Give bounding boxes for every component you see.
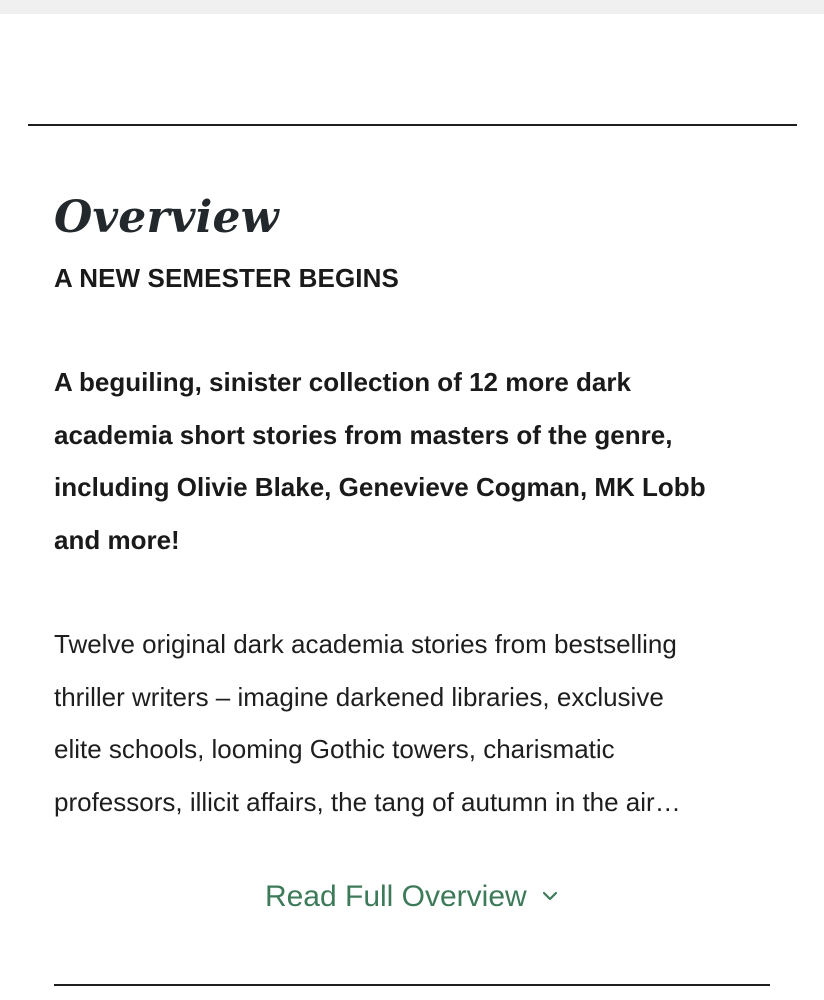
overview-section [54, 186, 774, 828]
top-bar-edge [0, 0, 824, 14]
lead-line: academia short stories from masters of the genre, [54, 419, 673, 450]
overview-lead-paragraph [54, 356, 774, 566]
chevron-down-icon [541, 887, 559, 905]
lead-line: and more! [54, 524, 180, 555]
read-full-overview-label: Read Full Overview [264, 880, 527, 913]
lead-line: including Olivie Blake, Genevieve Cogman, MK Lobb [54, 472, 706, 502]
overview-body-paragraph [54, 618, 774, 828]
overview-title: Overview [54, 192, 279, 243]
section-divider-bottom [54, 984, 770, 986]
section-divider-top [28, 124, 797, 126]
lead-line: A beguiling, sinister collection of 12 more dark [54, 367, 631, 397]
read-full-overview-link[interactable] [0, 876, 824, 918]
body-line: elite schools, looming Gothic towers, charismatic [54, 734, 615, 764]
body-line: professors, illicit affairs, the tang of autumn in the air… [54, 786, 681, 817]
overview-subheading: A NEW SEMESTER BEGINS [54, 263, 399, 293]
body-line: Twelve original dark academia stories from bestselling [54, 629, 677, 659]
body-line: thriller writers – imagine darkened libraries, exclusive [54, 681, 664, 712]
